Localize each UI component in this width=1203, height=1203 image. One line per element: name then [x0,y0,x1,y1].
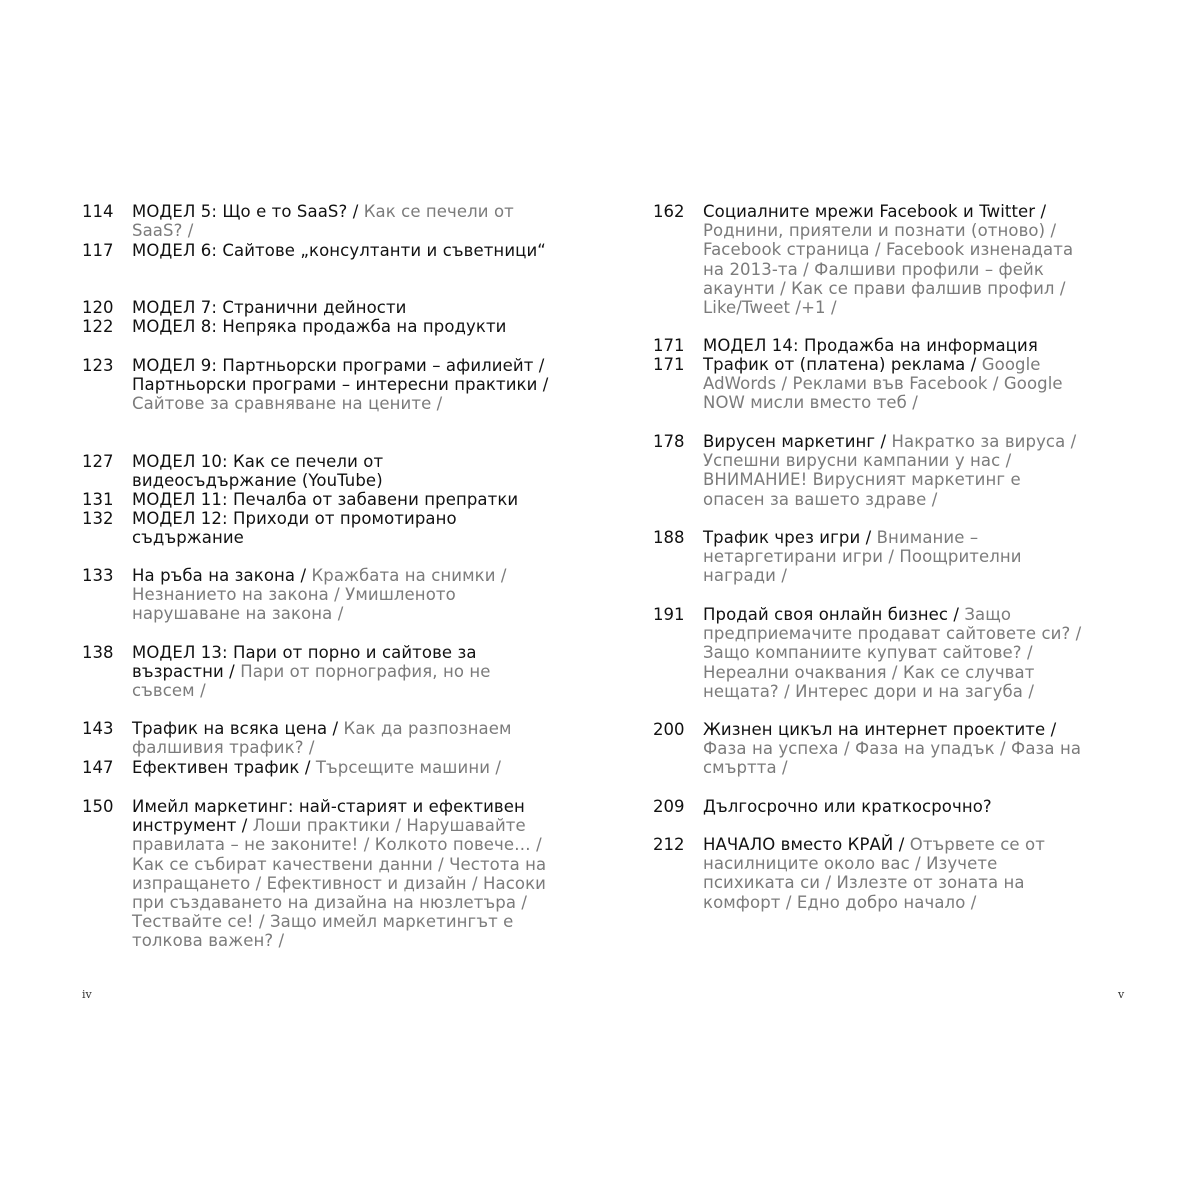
toc-page-number: 123 [82,356,114,375]
toc-entry [82,241,552,260]
toc-entry [82,719,552,757]
toc-title [703,797,1083,816]
toc-page-number: 178 [653,432,685,451]
toc-title [132,509,552,547]
toc-entry [82,298,552,317]
toc-page-number: 209 [653,797,685,816]
toc-entry [82,452,552,490]
toc-entry [82,490,552,509]
toc-chapter-title: МОДЕЛ 11: Печалба от забавени препратки [132,490,519,509]
toc-subtopics: Сайтове за сравняване на цените / [132,394,443,414]
toc-chapter-title: МОДЕЛ 9: Партньорски програми – афилиейт / Партньорски програми – интересни практики / [132,356,549,395]
toc-chapter-title: МОДЕЛ 10: Как се печели от видеосъдържание (YouTube) [132,452,384,491]
toc-chapter-title: Вирусен маркетинг / [703,432,892,451]
toc-chapter-title: МОДЕЛ 5: Що е то SaaS? / [132,202,364,221]
toc-page-number: 171 [653,355,685,374]
toc-title [703,355,1083,413]
toc-entry [82,202,552,240]
toc-subtopics: Как да разпознаем фалшивия трафик? / [132,719,512,758]
toc-subtopics: Отървете се от насилниците около вас / Изучете психиката си / Излезте от зоната на комфорт / Едно добро начало / [703,835,1045,912]
toc-subtopics: Google AdWords / Реклами във Facebook / Google NOW мисли вместо теб / [703,355,1063,413]
toc-entry [653,432,1083,509]
toc-title [132,241,552,260]
toc-chapter-title: Социалните мрежи Facebook и Twitter / [703,202,1047,221]
toc-chapter-title: НАЧАЛО вместо КРАЙ / [703,835,910,854]
toc-title [132,452,552,490]
toc-subtopics: Пари от порнография, но не съвсем / [132,662,491,701]
toc-chapter-title: Ефективен трафик / [132,758,316,777]
toc-title [703,336,1083,355]
toc-page-number: 191 [653,605,685,624]
toc-page-number: 143 [82,719,114,738]
toc-entry [653,720,1083,778]
toc-chapter-title: МОДЕЛ 13: Пари от порно и сайтове за възрастни / [132,643,477,682]
toc-chapter-title: Имейл маркетинг: най-старият и ефективен инструмент / [132,797,525,836]
toc-page-number: 138 [82,643,114,662]
toc-title [132,202,552,240]
toc-entry [82,509,552,547]
toc-entry [82,643,552,701]
toc-page-number: 188 [653,528,685,547]
toc-title [132,719,552,757]
page-folio-left: iv [82,988,92,1001]
toc-subtopics: Как се печели от SaaS? / [132,202,514,241]
toc-chapter-title: МОДЕЛ 14: Продажба на информация [703,336,1038,355]
toc-chapter-title: Трафик чрез игри / [703,528,877,547]
toc-entry [82,566,552,624]
toc-chapter-title: Жизнен цикъл на интернет проектите / [703,720,1057,739]
toc-page-number: 117 [82,241,114,260]
toc-title [132,298,552,317]
toc-page-number: 132 [82,509,114,528]
toc-entry [653,835,1083,912]
toc-page-number: 127 [82,452,114,471]
toc-chapter-title: Продай своя онлайн бизнес / [703,605,965,624]
toc-title [132,566,552,624]
toc-subtopics: Роднини, приятели и познати (отново) / Facebook страница / Facebook изненадата на 2013-та / Фалшиви профили – фейк акаунти / Как се прави фалшив профил / Like/Tweet /+1 / [703,221,1074,318]
toc-page-number: 150 [82,797,114,816]
toc-title [132,797,552,951]
toc-subtopics: Кражбата на снимки / Незнанието на закона / Умишленото нарушаване на закона / [132,566,507,624]
toc-title [703,202,1083,317]
toc-entry [653,202,1083,317]
toc-chapter-title: Трафик на всяка цена / [132,719,344,738]
toc-title [703,835,1083,912]
toc-page-number: 133 [82,566,114,585]
toc-entry [653,797,1083,816]
toc-subtopics: Накратко за вируса / Успешни вирусни кампании у нас / ВНИМАНИЕ! Вирусният маркетинг е опасен за вашето здраве / [703,432,1077,509]
toc-chapter-title: Дългосрочно или краткосрочно? [703,797,992,816]
toc-chapter-title: Трафик от (платена) реклама / [703,355,982,374]
toc-subtopics: Търсещите машини / [315,758,502,777]
toc-page-number: 120 [82,298,114,317]
toc-subtopics: Внимание – нетаргетирани игри / Поощрителни награди / [703,528,1022,586]
page-folio-right: v [1118,988,1125,1001]
toc-page-number: 122 [82,317,114,336]
toc-entry [653,528,1083,586]
toc-title [132,490,552,509]
toc-entry [82,797,552,951]
toc-page-number: 212 [653,835,685,854]
toc-entry [82,758,552,777]
toc-title [703,605,1083,701]
toc-title [132,758,552,777]
toc-title [703,720,1083,778]
toc-entry [82,356,552,414]
toc-page-number: 131 [82,490,114,509]
toc-page-number: 147 [82,758,114,777]
toc-entry [653,605,1083,701]
toc-entry [82,317,552,336]
toc-title [132,317,552,336]
toc-title [703,432,1083,509]
toc-chapter-title: МОДЕЛ 6: Сайтове „консултанти и съветници“ [132,241,546,260]
toc-entry [653,336,1083,355]
toc-page-number: 114 [82,202,114,221]
toc-chapter-title: МОДЕЛ 12: Приходи от промотирано съдържание [132,509,457,548]
toc-entry [653,355,1083,413]
toc-subtopics: Лоши практики / Нарушавайте правилата – не законите! / Колкото повече… / Как се събират качествени данни / Честота на изпращането / Ефективност и дизайн / Насоки при създаването на дизайна на нюзлетъра / Тествайте се! / Защо имейл маркетингът е толкова важен? / [132,816,547,951]
toc-chapter-title: МОДЕЛ 8: Непряка продажба на продукти [132,317,507,336]
toc-title [132,356,552,414]
toc-title [703,528,1083,586]
toc-page-number: 200 [653,720,685,739]
toc-subtopics: Фаза на успеха / Фаза на упадък / Фаза на смъртта / [703,739,1082,778]
toc-title [132,643,552,701]
toc-subtopics: Защо предприемачите продават сайтовете си? / Защо компаниите купуват сайтове? / Нереални очаквания / Как се случват нещата? / Интерес дори и на загуба / [703,605,1082,701]
toc-page-number: 171 [653,336,685,355]
toc-chapter-title: На ръба на закона / [132,566,312,585]
toc-page-number: 162 [653,202,685,221]
toc-chapter-title: МОДЕЛ 7: Странични дейности [132,298,407,317]
